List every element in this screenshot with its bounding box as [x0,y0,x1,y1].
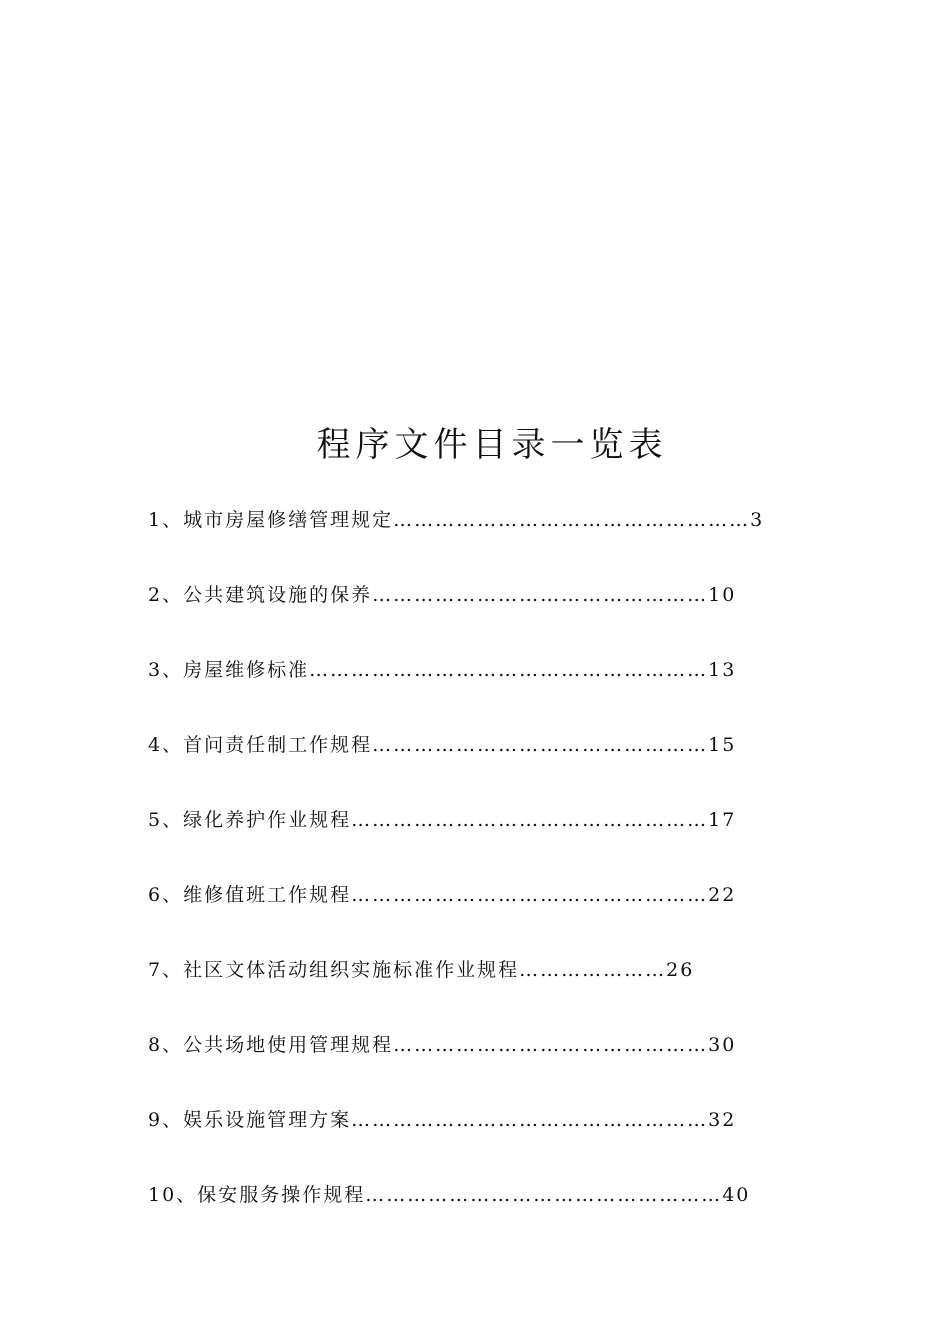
toc-entry-number: 5、 [148,809,184,831]
toc-entry-number: 7、 [148,959,184,981]
toc-entry-4 [148,725,788,800]
toc-entry-number: 6、 [148,884,184,906]
toc-entry-7 [148,950,788,1025]
toc-entry-number: 2、 [148,584,184,606]
toc-page-number: 3 [750,509,765,531]
toc-entry-title: 绿化养护作业规程 [183,809,352,831]
toc-leader: …………………………………………… [351,1109,709,1131]
toc-entry-title: 社区文体活动组织实施标准作业规程 [183,959,520,981]
toc-leader: ………………………………………… [372,584,709,606]
toc-leader: ………………………………………………… [309,659,709,681]
page-title: 程序文件目录一览表 [316,425,668,465]
toc-entry-number: 8、 [148,1034,184,1056]
toc-page-number: 13 [708,659,737,681]
toc-entry-2 [148,575,788,650]
toc-page-number: 30 [708,1034,737,1056]
table-of-contents [148,500,788,1250]
toc-leader: …………………………………………… [351,884,709,906]
toc-page-number: 17 [708,809,737,831]
toc-page-number: 22 [708,884,737,906]
toc-leader: …………………………………………… [351,809,709,831]
toc-entry-5 [148,800,788,875]
toc-entry-number: 4、 [148,734,184,756]
toc-page-number: 26 [666,959,695,981]
toc-entry-title: 娱乐设施管理方案 [183,1109,352,1131]
toc-page-number: 40 [722,1184,751,1206]
toc-entry-number: 1、 [148,509,184,531]
toc-leader: …………………………………………… [365,1184,723,1206]
toc-page-number: 10 [708,584,737,606]
toc-leader: ………………………………………… [372,734,709,756]
toc-entry-6 [148,875,788,950]
toc-entry-number: 10、 [148,1184,198,1206]
toc-entry-title: 公共场地使用管理规程 [183,1034,394,1056]
toc-entry-number: 3、 [148,659,184,681]
toc-entry-title: 城市房屋修缮管理规定 [183,509,394,531]
toc-entry-title: 保安服务操作规程 [197,1184,366,1206]
toc-leader: …………………………………………… [393,509,751,531]
toc-entry-title: 首问责任制工作规程 [183,734,373,756]
toc-entry-8 [148,1025,788,1100]
toc-entry-10 [148,1175,788,1250]
toc-leader: ………………… [519,959,667,981]
toc-entry-number: 9、 [148,1109,184,1131]
toc-entry-title: 房屋维修标准 [183,659,310,681]
toc-page-number: 15 [708,734,737,756]
toc-entry-title: 维修值班工作规程 [183,884,352,906]
toc-entry-title: 公共建筑设施的保养 [183,584,373,606]
toc-entry-1 [148,500,788,575]
toc-entry-9 [148,1100,788,1175]
toc-page-number: 32 [708,1109,737,1131]
toc-entry-3 [148,650,788,725]
toc-leader: ……………………………………… [393,1034,709,1056]
